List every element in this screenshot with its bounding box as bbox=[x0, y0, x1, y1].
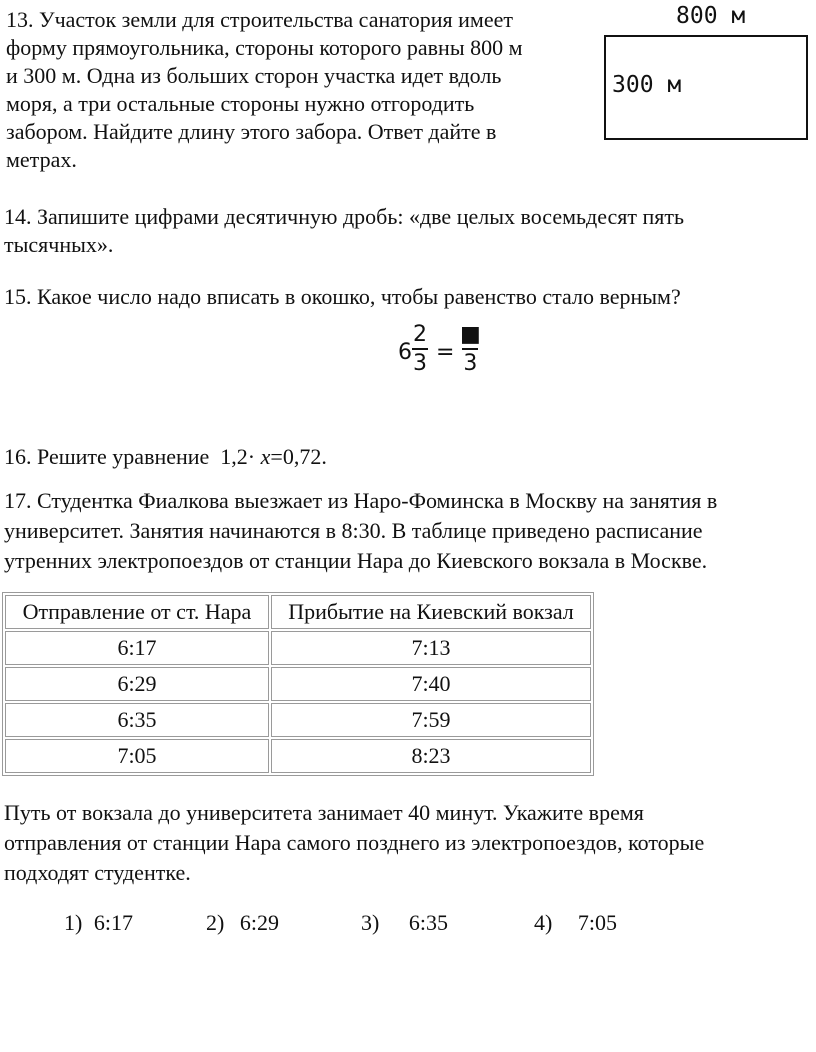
table-row bbox=[5, 703, 591, 737]
right-fraction bbox=[460, 322, 481, 378]
answer-option-1 bbox=[64, 910, 133, 936]
diagram-length-label: 800 м bbox=[676, 3, 746, 29]
table-row bbox=[5, 739, 591, 773]
mixed-number-whole: 6 bbox=[398, 340, 412, 365]
departure-cell: 6:29 bbox=[5, 667, 269, 701]
column-header-arrival: Прибытие на Киевский вокзал bbox=[271, 595, 591, 629]
problem-13-line: забором. Найдите длину этого забора. Ответ дайте в bbox=[6, 119, 497, 144]
departure-cell: 7:05 bbox=[5, 739, 269, 773]
answer-number: 3) bbox=[361, 910, 380, 935]
problem-17-line: университет. Занятия начинаются в 8:30. В таблице приведено расписание bbox=[4, 518, 703, 543]
train-schedule-table bbox=[2, 592, 594, 776]
table-header-row bbox=[5, 595, 591, 629]
table-row bbox=[5, 631, 591, 665]
answer-number: 1) bbox=[64, 910, 83, 935]
problem-14-line: 14. Запишите цифрами десятичную дробь: «две целых восемьдесят пять bbox=[4, 204, 685, 229]
answer-option-2 bbox=[206, 910, 279, 936]
answer-box-icon: ■ bbox=[460, 322, 481, 347]
problem-13-line: форму прямоугольника, стороны которого равны 800 м bbox=[6, 35, 523, 60]
answer-number: 2) bbox=[206, 910, 225, 935]
problem-13-line: метрах. bbox=[6, 147, 77, 172]
departure-cell: 6:17 bbox=[5, 631, 269, 665]
right-denominator: 3 bbox=[463, 351, 478, 376]
problem-13-line: 13. Участок земли для строительства санатория имеет bbox=[6, 7, 513, 32]
problem-13-text bbox=[6, 6, 523, 174]
answer-value: 6:17 bbox=[93, 910, 133, 935]
problem-14-text bbox=[4, 203, 684, 259]
arrival-cell: 7:13 bbox=[271, 631, 591, 665]
arrival-cell: 7:40 bbox=[271, 667, 591, 701]
column-header-departure: Отправление от ст. Нара bbox=[5, 595, 269, 629]
problem-17-question bbox=[4, 798, 704, 888]
problem-16-text bbox=[4, 443, 327, 471]
problem-17-question-line: Путь от вокзала до университета занимает 40 минут. Укажите время bbox=[4, 800, 644, 825]
problem-16-suffix: =0,72. bbox=[270, 444, 327, 469]
answer-option-3 bbox=[361, 910, 448, 936]
equals-sign: = bbox=[436, 340, 455, 365]
problem-14-line: тысячных». bbox=[4, 232, 114, 257]
left-fraction bbox=[412, 322, 428, 378]
problem-16-variable: x bbox=[260, 444, 271, 469]
answer-number: 4) bbox=[534, 910, 553, 935]
answer-value: 7:05 bbox=[577, 910, 617, 935]
problem-17-question-line: подходят студентке. bbox=[4, 860, 191, 885]
departure-cell: 6:35 bbox=[5, 703, 269, 737]
answer-option-4 bbox=[534, 910, 617, 936]
problem-17-text bbox=[4, 486, 717, 576]
problem-17-line: утренних электропоездов от станции Нара до Киевского вокзала в Москве. bbox=[4, 548, 708, 573]
left-denominator: 3 bbox=[413, 351, 427, 376]
problem-15-text bbox=[4, 283, 681, 311]
arrival-cell: 7:59 bbox=[271, 703, 591, 737]
diagram-width-label: 300 м bbox=[612, 72, 682, 98]
answer-value: 6:29 bbox=[239, 910, 279, 935]
problem-16-prefix: 16. Решите уравнение 1,2· bbox=[4, 444, 261, 469]
problem-15-question: 15. Какое число надо вписать в окошко, чтобы равенство стало верным? bbox=[4, 284, 681, 309]
arrival-cell: 8:23 bbox=[271, 739, 591, 773]
answer-value: 6:35 bbox=[408, 910, 448, 935]
problem-17-line: 17. Студентка Фиалкова выезжает из Наро-Фоминска в Москву на занятия в bbox=[4, 488, 718, 513]
problem-17-question-line: отправления от станции Нара самого позднего из электропоездов, которые bbox=[4, 830, 705, 855]
problem-13-line: и 300 м. Одна из больших сторон участка идет вдоль bbox=[6, 63, 502, 88]
table-row bbox=[5, 667, 591, 701]
left-numerator: 2 bbox=[413, 322, 427, 347]
problem-13-line: моря, а три остальные стороны нужно отгородить bbox=[6, 91, 475, 116]
